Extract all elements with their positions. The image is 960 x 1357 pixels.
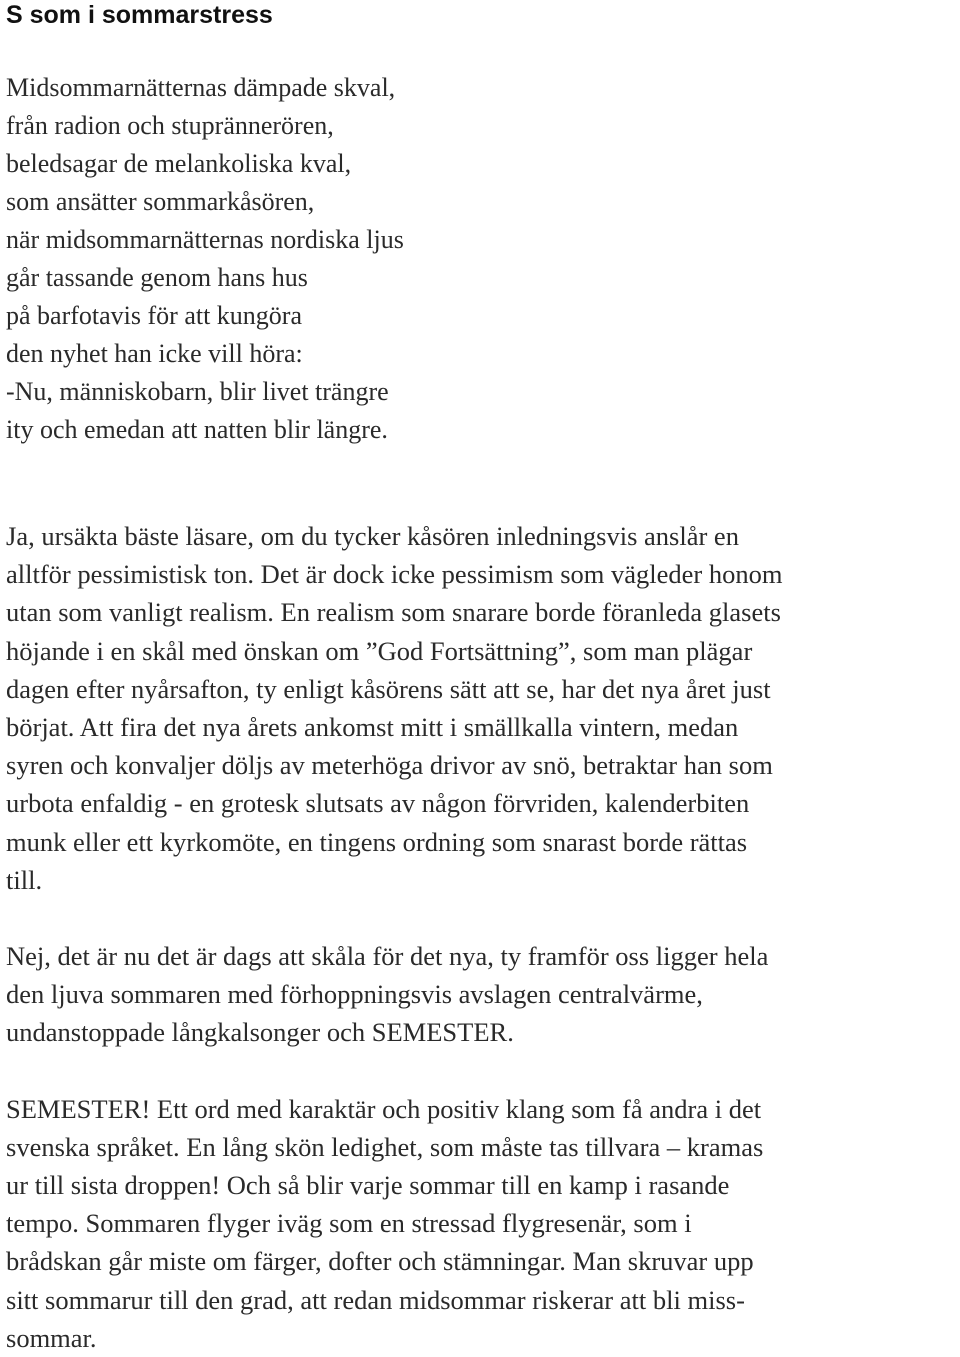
poem-line: -Nu, människobarn, blir livet trängre (6, 377, 389, 406)
paragraph-2 (6, 937, 956, 1052)
poem-line: går tassande genom hans hus (6, 263, 308, 292)
paragraph-line: ur till sista droppen! Och så blir varje sommar till en kamp i rasande (6, 1170, 730, 1201)
poem-line: på barfotavis för att kungöra (6, 301, 303, 330)
paragraph-line: SEMESTER! Ett ord med karaktär och positiv klang som få andra i det (6, 1093, 762, 1124)
paragraph-line: dagen efter nyårsafton, ty enligt kåsörens sätt att se, har det nya året just (6, 673, 771, 704)
paragraph-line: undanstoppade långkalsonger och SEMESTER. (6, 1017, 514, 1048)
paragraph-line: alltför pessimistisk ton. Det är dock icke pessimism som vägleder honom (6, 559, 783, 590)
paragraph-line: svenska språket. En lång skön ledighet, som måste tas tillvara – kramas (6, 1131, 764, 1162)
paragraph-3 (6, 1090, 956, 1357)
paragraph-line: utan som vanligt realism. En realism som snarare borde föranleda glasets (6, 597, 781, 628)
poem-line: beledsagar de melankoliska kval, (6, 149, 352, 178)
paragraph-line: börjat. Att fira det nya årets ankomst mitt i smällkalla vintern, medan (6, 712, 739, 743)
paragraph-line: sommar. (6, 1322, 97, 1353)
paragraph-line: till. (6, 864, 43, 895)
poem-line: den nyhet han icke vill höra: (6, 339, 303, 368)
paragraph-line: den ljuva sommaren med förhoppningsvis avslagen centralvärme, (6, 979, 703, 1010)
document-title: S som i sommarstress (6, 1, 273, 29)
paragraph-line: Ja, ursäkta bäste läsare, om du tycker kåsören inledningsvis anslår en (6, 521, 739, 551)
paragraph-1 (6, 517, 956, 899)
poem (6, 69, 956, 449)
paragraph-line: brådskan går miste om färger, dofter och stämningar. Man skruvar upp (6, 1246, 754, 1277)
poem-line: när midsommarnätternas nordiska ljus (6, 225, 404, 254)
paragraph-line: syren och konvaljer döljs av meterhöga drivor av snö, betraktar han som (6, 750, 773, 781)
paragraph-line: sitt sommarur till den grad, att redan midsommar riskerar att bli miss- (6, 1284, 745, 1315)
paragraph-line: munk eller ett kyrkomöte, en tingens ordning som snarast borde rättas (6, 826, 748, 857)
poem-line: från radion och stuprännerören, (6, 111, 334, 140)
poem-line: som ansätter sommarkåsören, (6, 187, 315, 216)
poem-line: ity och emedan att natten blir längre. (6, 415, 388, 444)
paragraph-line: tempo. Sommaren flyger iväg som en stressad flygresenär, som i (6, 1208, 692, 1239)
paragraph-line: urbota enfaldig - en grotesk slutsats av någon förvriden, kalenderbiten (6, 788, 750, 819)
poem-line: Midsommarnätternas dämpade skval, (6, 73, 396, 102)
paragraph-line: höjande i en skål med önskan om ”God Fortsättning”, som man plägar (6, 635, 753, 666)
paragraph-line: Nej, det är nu det är dags att skåla för det nya, ty framför oss ligger hela (6, 941, 769, 972)
document-page (6, 0, 956, 1357)
